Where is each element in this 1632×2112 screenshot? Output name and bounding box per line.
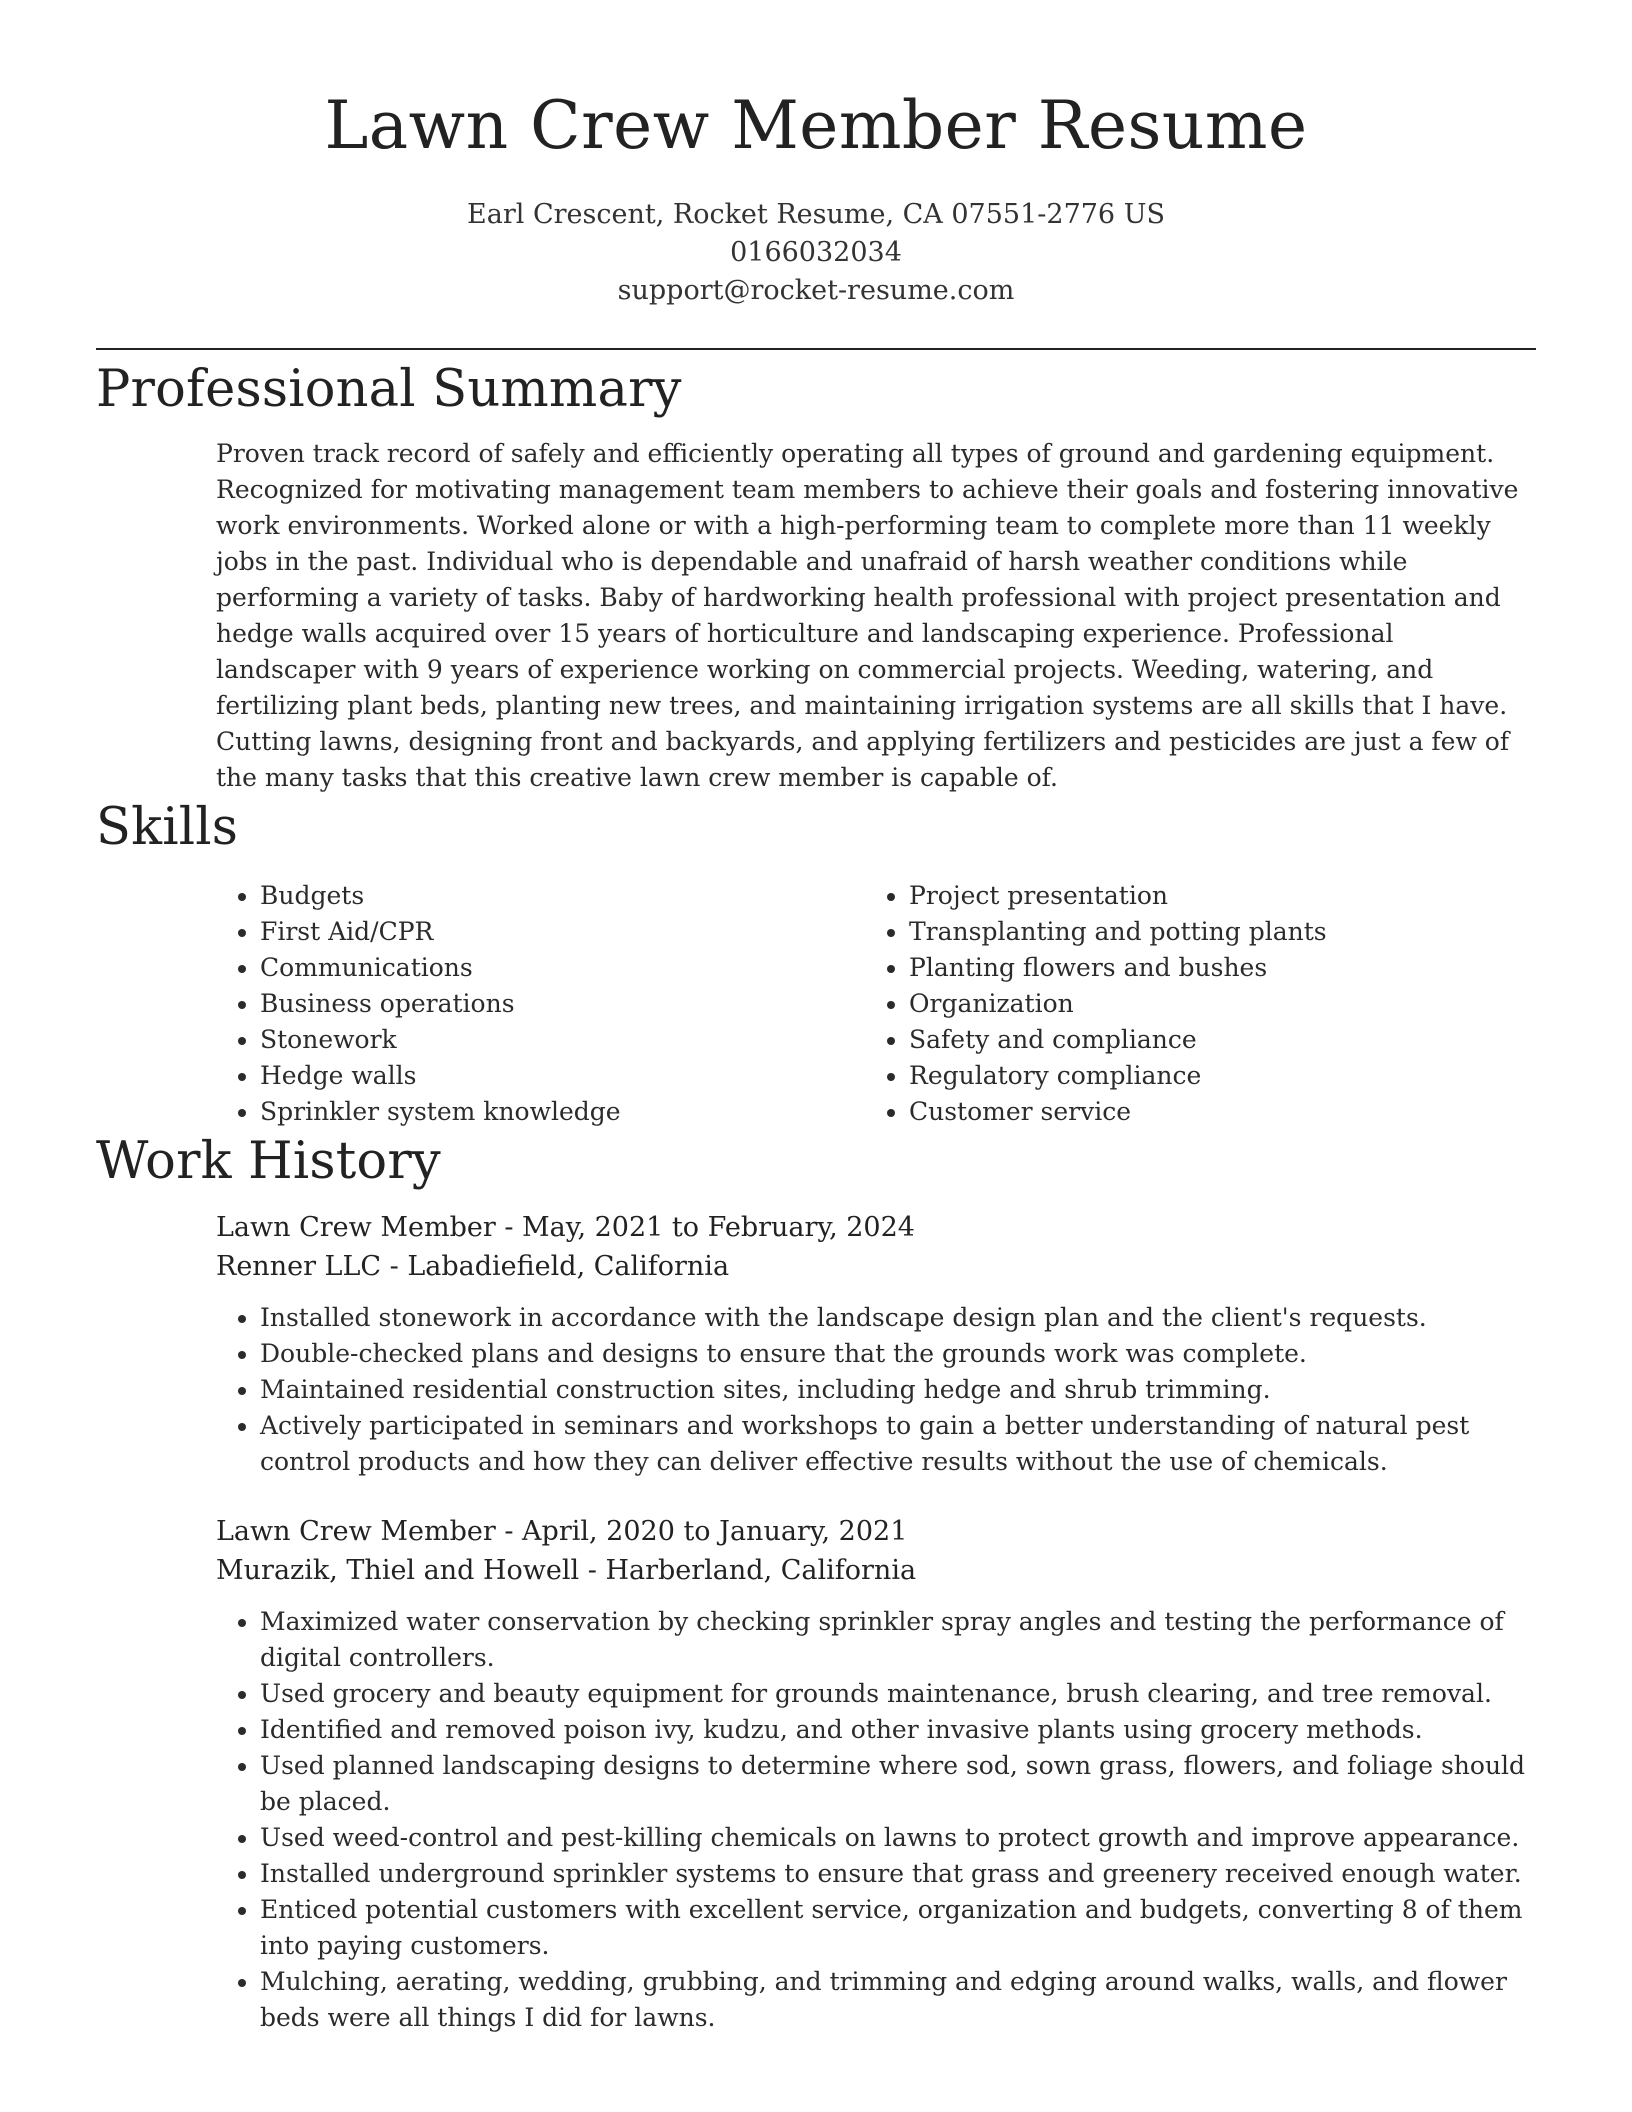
job-duty-item: • Installed underground sprinkler systems to ensure that grass and greenery received enough water. [260, 1856, 1536, 1892]
resume-header [96, 0, 1536, 310]
job-duty-item: • Enticed potential customers with excellent service, organization and budgets, converting 8 of them into paying customers. [260, 1892, 1536, 1964]
skill-item: • Hedge walls [260, 1058, 865, 1094]
skills-left-column [216, 878, 865, 1130]
skill-item: • Business operations [260, 986, 865, 1022]
job-duty-item: • Maintained residential construction sites, including hedge and shrub trimming. [260, 1372, 1536, 1408]
job-duties-list [216, 1300, 1536, 1480]
job-duties-list [216, 1604, 1536, 2036]
skills-section [96, 796, 1536, 1130]
skill-item: • Stonework [260, 1022, 865, 1058]
job-duty-item: • Actively participated in seminars and workshops to gain a better understanding of natural pest control products and how they can deliver effective results without the use of chemicals. [260, 1408, 1536, 1480]
summary-section [96, 358, 1536, 796]
phone-text: 0166032034 [730, 237, 902, 268]
job-duty-item: • Used planned landscaping designs to determine where sod, sown grass, flowers, and foliage should be placed. [260, 1748, 1536, 1820]
address-text: Earl Crescent, Rocket Resume, CA 07551-2776 US [467, 199, 1165, 230]
resume-title: Lawn Crew Member Resume [324, 87, 1308, 164]
header-divider [96, 348, 1536, 350]
skill-item: • Sprinkler system knowledge [260, 1094, 865, 1130]
skill-item: • Planting flowers and bushes [909, 950, 1514, 986]
skills-heading: Skills [96, 798, 239, 857]
skill-item: • Communications [260, 950, 865, 986]
job-title-line: Lawn Crew Member - April, 2020 to January, 2021 [216, 1516, 908, 1547]
job-duty-item: • Mulching, aerating, wedding, grubbing, and trimming and edging around walks, walls, and flower beds were all things I did for lawns. [260, 1964, 1536, 2036]
skills-columns [216, 878, 1536, 1130]
summary-heading: Professional Summary [96, 360, 682, 419]
job-title-line: Lawn Crew Member - May, 2021 to February, 2024 [216, 1212, 915, 1243]
contact-block [96, 196, 1536, 310]
job-company-line: Murazik, Thiel and Howell - Harberland, California [216, 1555, 917, 1586]
summary-paragraph: Proven track record of safely and efficiently operating all types of ground and gardening equipment. Recognized for motivating management team members to achieve their goals and fostering innovative work environments. Worked alone or with a high-performing team to complete more than 11 weekly jobs in the past. Individual who is dependable and unafraid of harsh weather conditions while performing a variety of tasks. Baby of hardworking health professional with project presentation and hedge walls acquired over 15 years of horticulture and landscaping experience. Professional landscaper with 9 years of experience working on commercial projects. Weeding, watering, and fertilizing plant beds, planting new trees, and maintaining irrigation systems are all skills that I have. Cutting lawns, designing front and backyards, and applying fertilizers and pesticides are just a few of the many tasks that this creative lawn crew member is capable of. [216, 439, 1519, 792]
skill-item: • Safety and compliance [909, 1022, 1514, 1058]
skill-item: • Transplanting and potting plants [909, 914, 1514, 950]
skill-item: • First Aid/CPR [260, 914, 865, 950]
job-entry [96, 1512, 1536, 2036]
work-history-section [96, 1130, 1536, 2036]
skill-item: • Regulatory compliance [909, 1058, 1514, 1094]
resume-page [96, 0, 1536, 2036]
work-history-heading: Work History [96, 1132, 441, 1191]
job-duty-item: • Maximized water conservation by checking sprinkler spray angles and testing the performance of digital controllers. [260, 1604, 1536, 1676]
job-entry [96, 1208, 1536, 1480]
skill-item: • Budgets [260, 878, 865, 914]
job-duty-item: • Used weed-control and pest-killing chemicals on lawns to protect growth and improve appearance. [260, 1820, 1536, 1856]
email-text: support@rocket-resume.com [617, 275, 1015, 306]
job-duty-item: • Identified and removed poison ivy, kudzu, and other invasive plants using grocery methods. [260, 1712, 1536, 1748]
skill-item: • Organization [909, 986, 1514, 1022]
job-duty-item: • Installed stonework in accordance with the landscape design plan and the client's requests. [260, 1300, 1536, 1336]
job-duty-item: • Used grocery and beauty equipment for grounds maintenance, brush clearing, and tree removal. [260, 1676, 1536, 1712]
skill-item: • Project presentation [909, 878, 1514, 914]
job-duty-item: • Double-checked plans and designs to ensure that the grounds work was complete. [260, 1336, 1536, 1372]
skills-right-column [865, 878, 1514, 1130]
skill-item: • Customer service [909, 1094, 1514, 1130]
job-company-line: Renner LLC - Labadiefield, California [216, 1251, 730, 1282]
